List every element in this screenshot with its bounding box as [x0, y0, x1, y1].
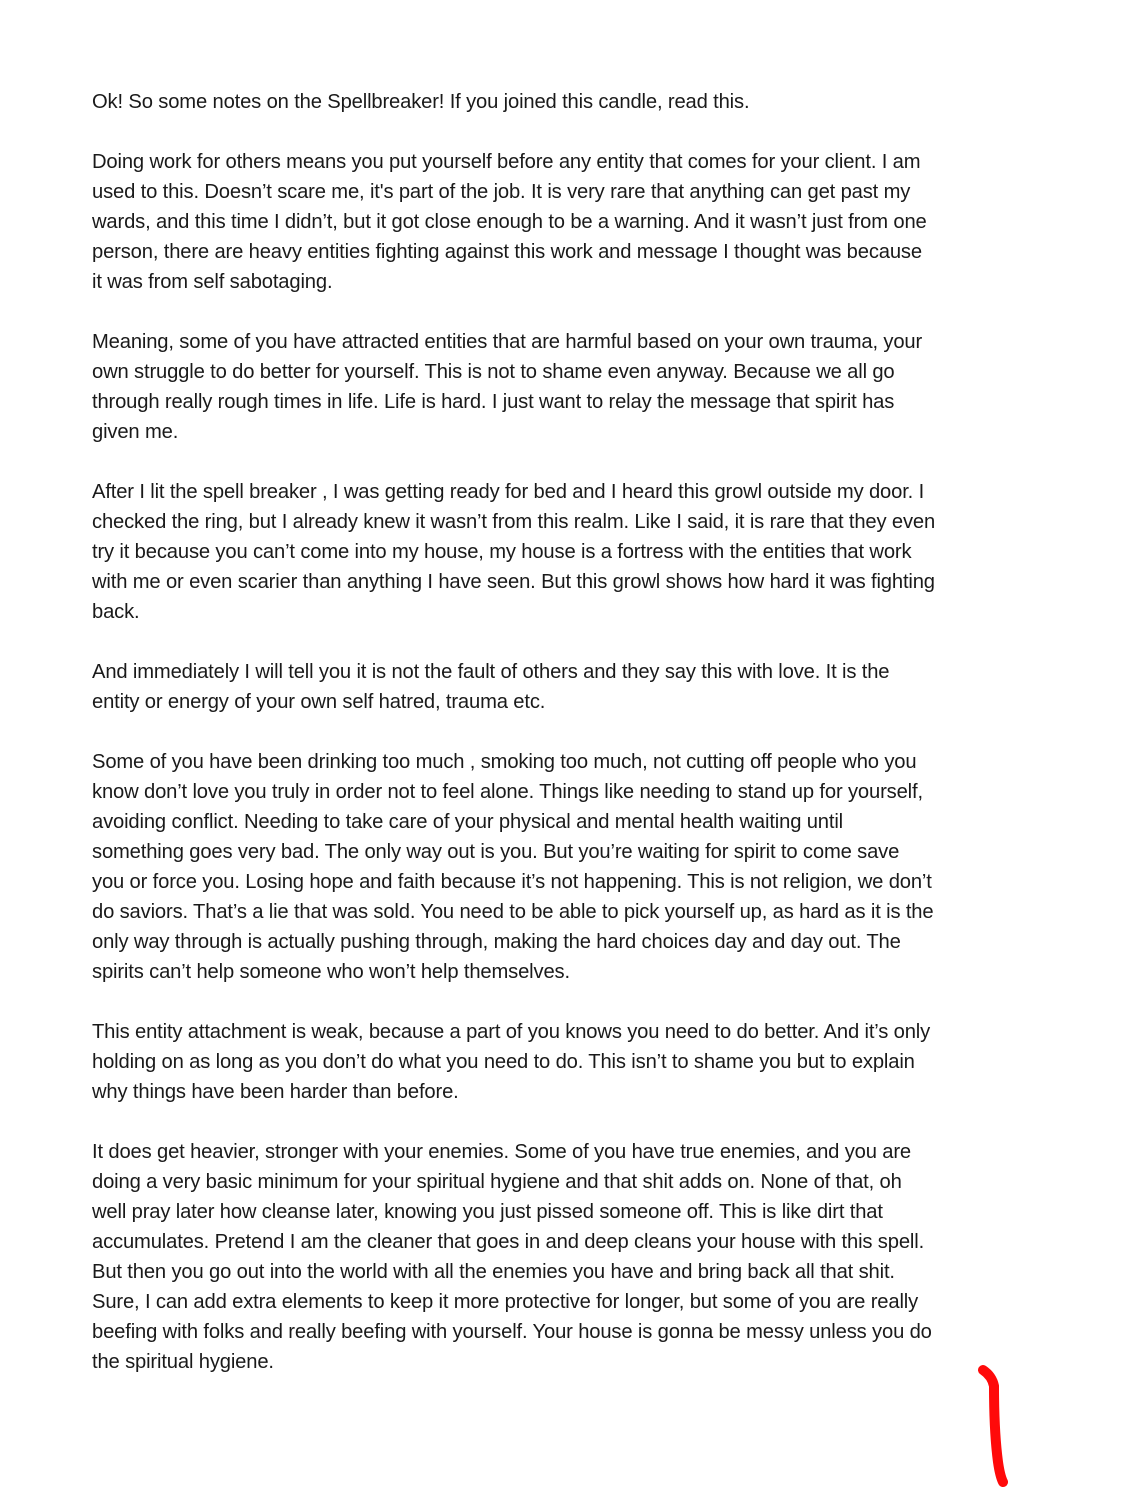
text-line: you or force you. Losing hope and faith because it’s not happening. This is not religion, we don’t: [92, 871, 932, 893]
text-line: And immediately I will tell you it is not the fault of others and they say this with love. It is the: [92, 661, 890, 683]
text-line: This entity attachment is weak, because a part of you knows you need to do better. And it’s only: [92, 1021, 931, 1043]
paragraph: [92, 1137, 1057, 1377]
text-line: back.: [92, 601, 140, 623]
text-line: only way through is actually pushing through, making the hard choices day and day out. The: [92, 931, 901, 953]
text-line: accumulates. Pretend I am the cleaner that goes in and deep cleans your house with this spell.: [92, 1231, 925, 1253]
text-line: entity or energy of your own self hatred, trauma etc.: [92, 691, 546, 713]
text-line: own struggle to do better for yourself. This is not to shame even anyway. Because we all go: [92, 361, 895, 383]
text-line: something goes very bad. The only way out is you. But you’re waiting for spirit to come save: [92, 841, 900, 863]
text-line: Sure, I can add extra elements to keep it more protective for longer, but some of you are really: [92, 1291, 919, 1313]
paragraph: [92, 327, 1057, 447]
text-line: with me or even scarier than anything I have seen. But this growl shows how hard it was fighting: [92, 571, 935, 593]
text-line: avoiding conflict. Needing to take care of your physical and mental health waiting until: [92, 811, 844, 833]
handwritten-page-number: [972, 1362, 1022, 1492]
text-line: why things have been harder than before.: [92, 1081, 459, 1103]
paragraph: [92, 1017, 1057, 1107]
text-line: know don’t love you truly in order not to feel alone. Things like needing to stand up for yourself,: [92, 781, 923, 803]
handwritten-stroke: [983, 1370, 1003, 1482]
text-line: try it because you can’t come into my house, my house is a fortress with the entities that work: [92, 541, 912, 563]
text-line: Doing work for others means you put yourself before any entity that comes for your client. I am: [92, 151, 921, 173]
text-line: the spiritual hygiene.: [92, 1351, 274, 1373]
text-line: given me.: [92, 421, 179, 443]
text-line: wards, and this time I didn’t, but it got close enough to be a warning. And it wasn’t just from one: [92, 211, 927, 233]
text-line: holding on as long as you don’t do what you need to do. This isn’t to shame you but to explain: [92, 1051, 915, 1073]
document-body: [92, 87, 1057, 1407]
text-line: checked the ring, but I already knew it wasn’t from this realm. Like I said, it is rare that they even: [92, 511, 936, 533]
text-line: do saviors. That’s a lie that was sold. You need to be able to pick yourself up, as hard as it is the: [92, 901, 934, 923]
text-line: used to this. Doesn’t scare me, it's part of the job. It is very rare that anything can get past my: [92, 181, 911, 203]
paragraph: [92, 657, 1057, 717]
text-line: After I lit the spell breaker , I was getting ready for bed and I heard this growl outside my door. I: [92, 481, 925, 503]
text-line: doing a very basic minimum for your spiritual hygiene and that shit adds on. None of that, oh: [92, 1171, 902, 1193]
paragraph: [92, 147, 1057, 297]
text-line: beefing with folks and really beefing with yourself. Your house is gonna be messy unless you do: [92, 1321, 932, 1343]
text-line: spirits can’t help someone who won’t help themselves.: [92, 961, 570, 983]
text-line: through really rough times in life. Life is hard. I just want to relay the message that spirit has: [92, 391, 895, 413]
text-line: well pray later how cleanse later, knowing you just pissed someone off. This is like dirt that: [92, 1201, 883, 1223]
text-line: Ok! So some notes on the Spellbreaker! If you joined this candle, read this.: [92, 91, 750, 113]
text-line: But then you go out into the world with all the enemies you have and bring back all that shit.: [92, 1261, 895, 1283]
text-line: Meaning, some of you have attracted entities that are harmful based on your own trauma, your: [92, 331, 923, 353]
text-line: It does get heavier, stronger with your enemies. Some of you have true enemies, and you are: [92, 1141, 911, 1163]
text-line: it was from self sabotaging.: [92, 271, 333, 293]
paragraph: [92, 87, 1057, 117]
text-line: person, there are heavy entities fighting against this work and message I thought was because: [92, 241, 922, 263]
text-line: Some of you have been drinking too much , smoking too much, not cutting off people who you: [92, 751, 917, 773]
paragraph: [92, 477, 1057, 627]
paragraph: [92, 747, 1057, 987]
